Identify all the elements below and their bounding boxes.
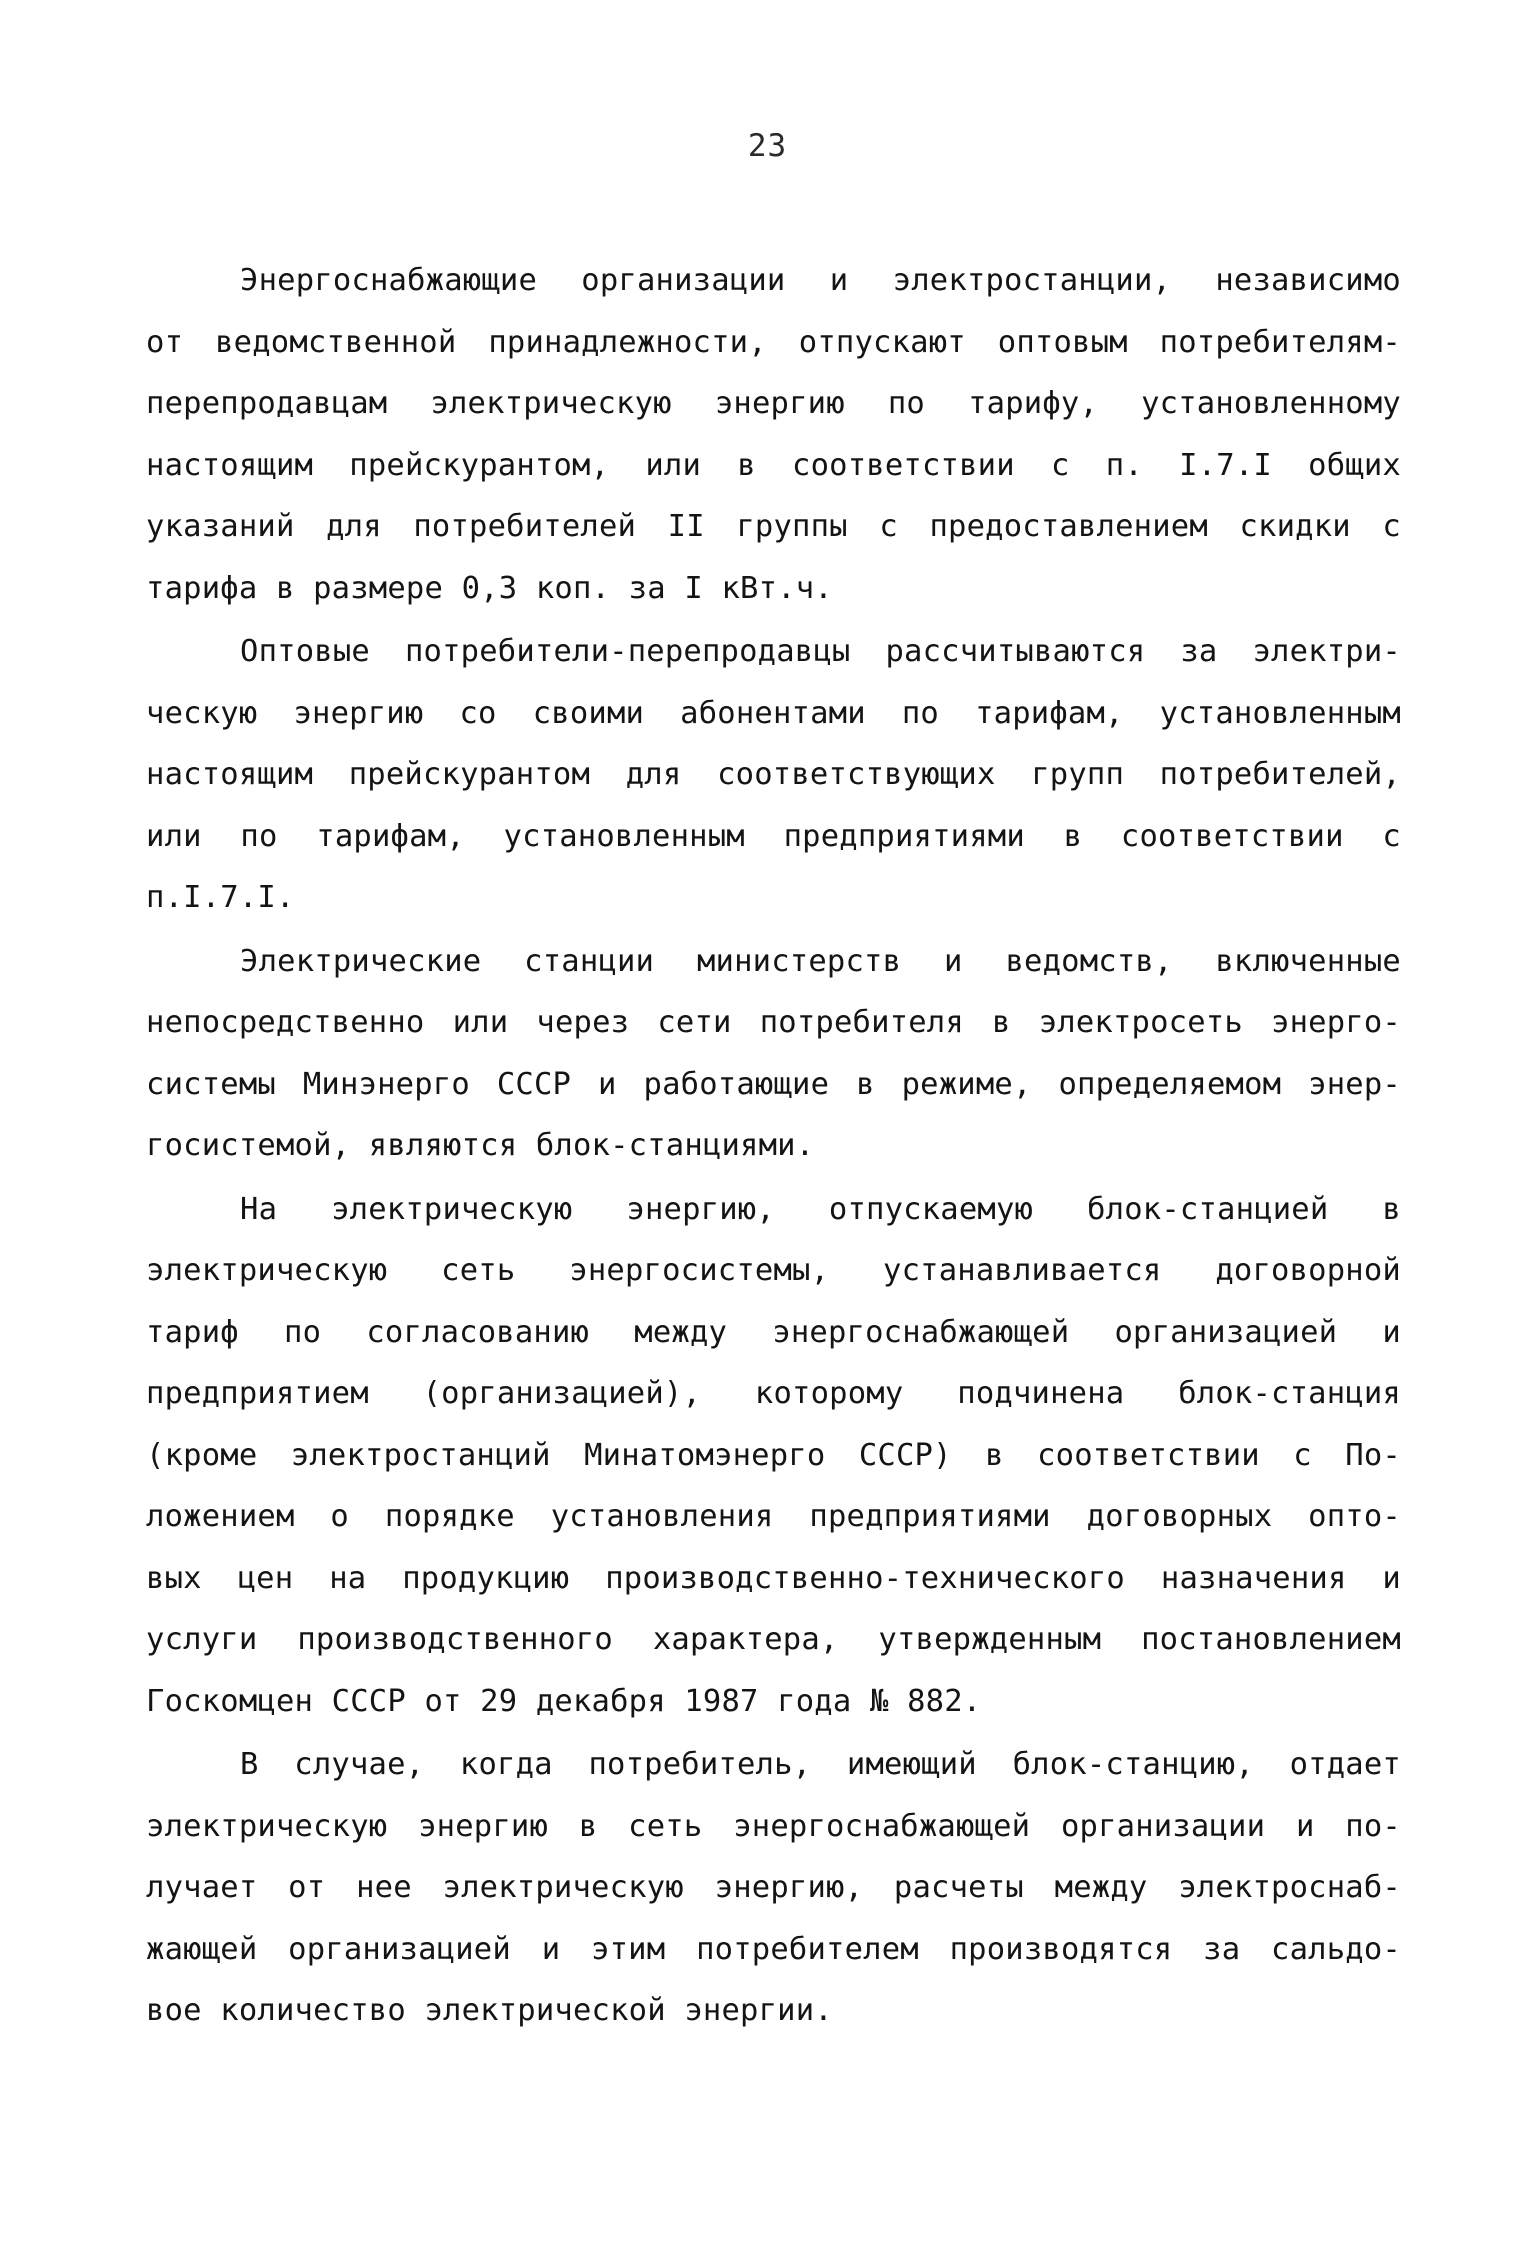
text-line: настоящим прейскурантом, или в соответствии с п. I.7.I общих bbox=[146, 447, 1401, 483]
text-line: системы Минэнерго СССР и работающие в режиме, определяемом энер- bbox=[146, 1066, 1401, 1102]
body-text bbox=[146, 250, 1401, 2042]
text-line: предприятием (организацией), которому подчинена блок-станция bbox=[146, 1376, 1401, 1411]
text-line: Госкомцен СССР от 29 декабря 1987 года № 882. bbox=[146, 1683, 982, 1719]
text-line: тариф по согласованию между энергоснабжающей организацией и bbox=[146, 1314, 1401, 1350]
text-line: На электрическую энергию, отпускаемую блок-станцией в bbox=[240, 1191, 1401, 1227]
page-number: 23 bbox=[747, 128, 788, 164]
text-line: Оптовые потребители-перепродавцы рассчитываются за электри- bbox=[240, 634, 1401, 669]
text-line: лучает от нее электрическую энергию, расчеты между электроснаб- bbox=[146, 1870, 1401, 1905]
text-line: Электрические станции министерств и ведомств, включенные bbox=[240, 943, 1401, 979]
text-line: госистемой, являются блок-станциями. bbox=[146, 1128, 815, 1163]
paragraph-2 bbox=[146, 621, 1401, 929]
text-line: вых цен на продукцию производственно-технического назначения и bbox=[146, 1560, 1401, 1596]
text-line: или по тарифам, установленным предприятиями в соответствии с bbox=[146, 818, 1401, 854]
paragraph-5 bbox=[146, 1734, 1401, 2042]
text-line: жающей организацией и этим потребителем производятся за сальдо- bbox=[146, 1931, 1401, 1967]
text-line: непосредственно или через сети потребителя в электросеть энерго- bbox=[146, 1005, 1401, 1040]
text-line: ческую энергию со своими абонентами по тарифам, установленным bbox=[146, 695, 1401, 731]
paragraph-1 bbox=[146, 250, 1401, 619]
text-line: вое количество электрической энергии. bbox=[146, 1993, 833, 2028]
text-line: настоящим прейскурантом для соответствующих групп потребителей, bbox=[146, 757, 1401, 792]
text-line: от ведомственной принадлежности, отпускают оптовым потребителям- bbox=[146, 324, 1401, 360]
text-line: указаний для потребителей II группы с предоставлением скидки с bbox=[146, 509, 1401, 544]
text-line: тарифа в размере 0,3 коп. за I кВт.ч. bbox=[146, 570, 833, 606]
text-line: перепродавцам электрическую энергию по тарифу, установленному bbox=[146, 386, 1401, 421]
text-line: ложением о порядке установления предприятиями договорных опто- bbox=[146, 1499, 1401, 1534]
text-line: электрическую сеть энергосистемы, устанавливается договорной bbox=[146, 1253, 1401, 1288]
paragraph-4 bbox=[146, 1179, 1401, 1733]
paragraph-3 bbox=[146, 931, 1401, 1177]
text-line: электрическую энергию в сеть энергоснабжающей организации и по- bbox=[146, 1808, 1401, 1844]
text-line: В случае, когда потребитель, имеющий блок-станцию, отдает bbox=[240, 1747, 1401, 1782]
text-line: услуги производственного характера, утвержденным постановлением bbox=[146, 1622, 1401, 1657]
text-line: (кроме электростанций Минатомэнерго СССР) в соответствии с По- bbox=[146, 1437, 1401, 1473]
text-line: п.I.7.I. bbox=[146, 880, 295, 915]
text-line: Энергоснабжающие организации и электростанции, независимо bbox=[240, 263, 1401, 298]
